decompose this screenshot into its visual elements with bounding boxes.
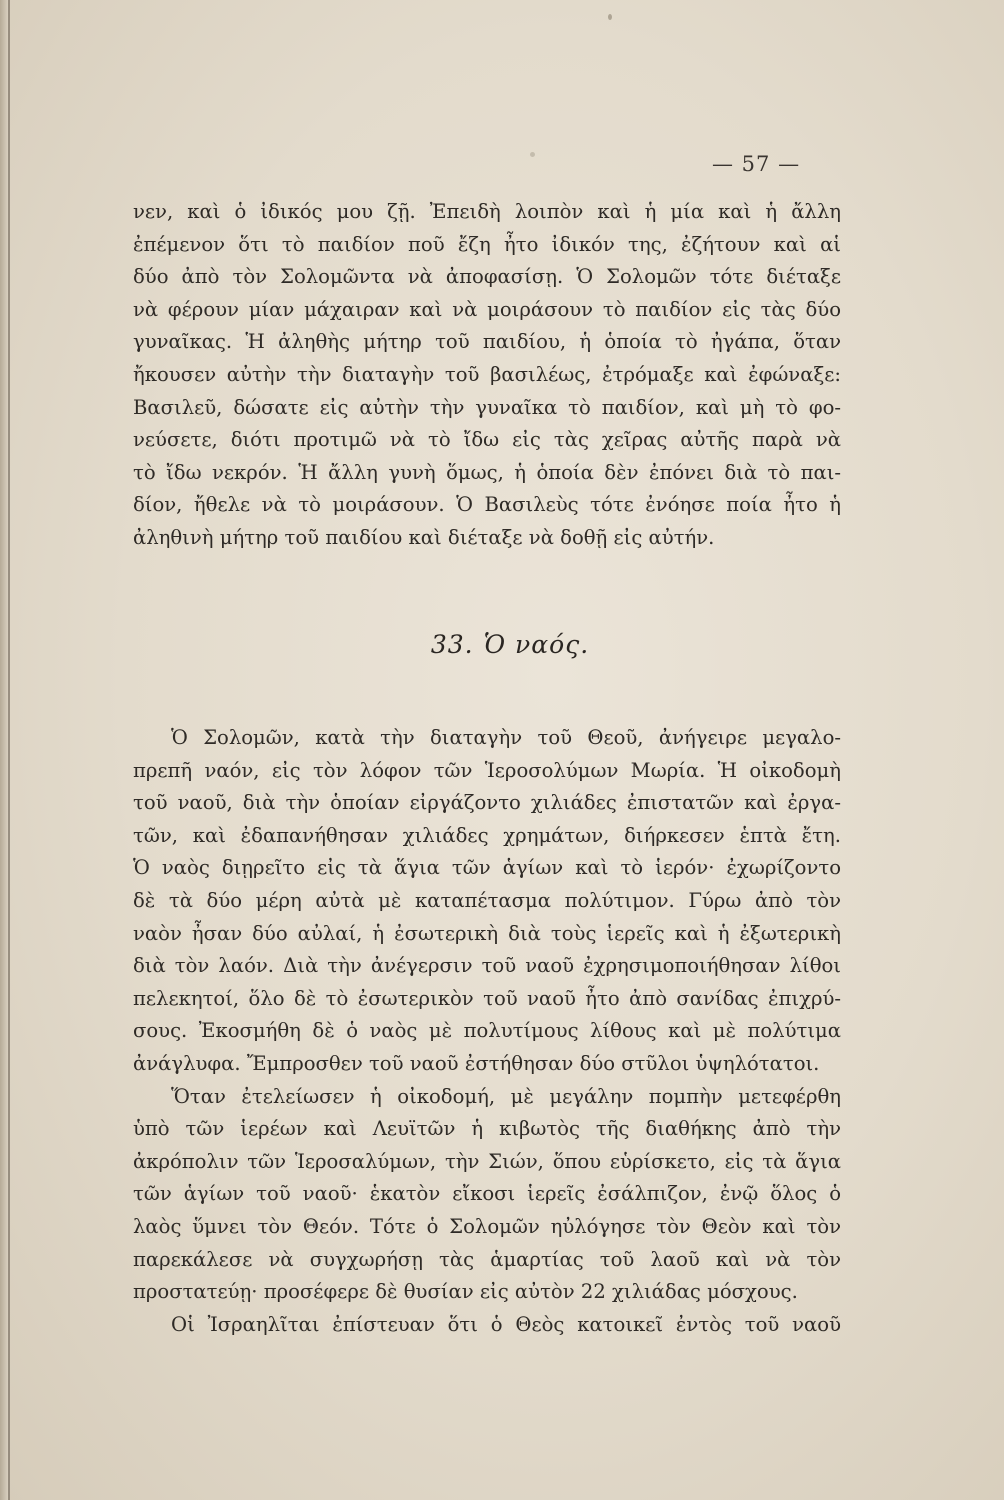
- text-line: Ὁ Σολομῶν, κατὰ τὴν διαταγὴν τοῦ Θεοῦ, ἀνήγειρε μεγαλο-: [171, 726, 841, 749]
- text-line: νὰ φέρουν μίαν μάχαιραν καὶ νὰ μοιράσουν τὸ παιδίον εἰς τὰς δύο: [133, 297, 841, 321]
- text-line: πελεκητοί, ὅλο δὲ τὸ ἐσωτερικὸν τοῦ ναοῦ ἦτο ἀπὸ σανίδας ἐπιχρύ-: [133, 986, 841, 1010]
- ink-speck: [608, 14, 612, 20]
- text-line: τοῦ ναοῦ, διὰ τὴν ὁποίαν εἰργάζοντο χιλιάδες ἐπιστατῶν καὶ ἐργα-: [133, 791, 841, 815]
- text-line: νεύσετε, διότι προτιμῶ νὰ τὸ ἴδω εἰς τὰς χεῖρας αὐτῆς παρὰ νὰ: [133, 428, 841, 452]
- text-line: δύο ἀπὸ τὸν Σολομῶντα νὰ ἀποφασίσῃ. Ὁ Σολομῶν τότε διέταξε: [133, 265, 841, 289]
- text-line: προστατεύῃ· προσέφερε δὲ θυσίαν εἰς αὐτὸν 22 χιλιάδας μόσχους.: [133, 1280, 798, 1304]
- text-line: πρεπῆ ναόν, εἰς τὸν λόφον τῶν Ἱεροσολύμων Μωρία. Ἡ οἰκοδομὴ: [133, 758, 841, 782]
- text-line: τῶν ἁγίων τοῦ ναοῦ· ἑκατὸν εἴκοσι ἱερεῖς ἐσάλπιζον, ἐνῷ ὅλος ὁ: [133, 1182, 841, 1206]
- text-line: διὰ τὸν λαόν. Διὰ τὴν ἀνέγερσιν τοῦ ναοῦ ἐχρησιμοποιήθησαν λίθοι: [133, 954, 841, 978]
- text-line: ὑπὸ τῶν ἱερέων καὶ Λευϊτῶν ἡ κιβωτὸς τῆς διαθήκης ἀπὸ τὴν: [133, 1117, 841, 1141]
- section-body: [133, 722, 841, 1341]
- text-line: σους. Ἐκοσμήθη δὲ ὁ ναὸς μὲ πολυτίμους λίθους καὶ μὲ πολύτιμα: [133, 1019, 841, 1043]
- text-line: ἀνάγλυφα. Ἔμπροσθεν τοῦ ναοῦ ἐστήθησαν δύο στῦλοι ὑψηλότατοι.: [133, 1051, 820, 1075]
- text-line: γυναῖκας. Ἡ ἀληθὴς μήτηρ τοῦ παιδίου, ἡ ὁποία τὸ ἠγάπα, ὅταν: [133, 330, 841, 354]
- text-line: ἀκρόπολιν τῶν Ἱεροσαλύμων, τὴν Σιών, ὅπου εὑρίσκετο, εἰς τὰ ἅγια: [133, 1149, 841, 1173]
- text-line: Βασιλεῦ, δώσατε εἰς αὐτὴν τὴν γυναῖκα τὸ παιδίον, καὶ μὴ τὸ φο-: [133, 395, 841, 419]
- text-line: τῶν, καὶ ἐδαπανήθησαν χιλιάδες χρημάτων, διήρκεσεν ἑπτὰ ἔτη.: [133, 823, 841, 847]
- ink-speck: [530, 152, 535, 157]
- text-line: ἀληθινὴ μήτηρ τοῦ παιδίου καὶ διέταξε νὰ δοθῇ εἰς αὐτήν.: [133, 525, 715, 549]
- text-line: παρεκάλεσε νὰ συγχωρήσῃ τὰς ἁμαρτίας τοῦ λαοῦ καὶ νὰ τὸν: [133, 1247, 841, 1271]
- text-line: λαὸς ὕμνει τὸν Θεόν. Τότε ὁ Σολομῶν ηὐλόγησε τὸν Θεὸν καὶ τὸν: [133, 1214, 841, 1238]
- text-line: τὸ ἴδω νεκρόν. Ἡ ἄλλη γυνὴ ὅμως, ἡ ὁποία δὲν ἐπόνει διὰ τὸ παι-: [133, 460, 841, 484]
- page-number: — 57 —: [712, 152, 801, 176]
- section-number: 33.: [430, 630, 474, 659]
- text-line: δὲ τὰ δύο μέρη αὐτὰ μὲ καταπέτασμα πολύτιμον. Γύρω ἀπὸ τὸν: [133, 888, 841, 912]
- text-line: Ὁ ναὸς διῃρεῖτο εἰς τὰ ἅγια τῶν ἁγίων καὶ τὸ ἱερόν· ἐχωρίζοντο: [133, 856, 841, 880]
- paragraph-continued: [133, 196, 841, 555]
- section-heading: [0, 630, 1004, 659]
- text-line: δίον, ἤθελε νὰ τὸ μοιράσουν. Ὁ Βασιλεὺς τότε ἐνόησε ποία ἦτο ἡ: [133, 493, 841, 517]
- text-line: ἤκουσεν αὐτὴν τὴν διαταγὴν τοῦ βασιλέως, ἐτρόμαξε καὶ ἐφώναξε:: [133, 362, 841, 386]
- text-line: νεν, καὶ ὁ ἰδικός μου ζῇ. Ἐπειδὴ λοιπὸν καὶ ἡ μία καὶ ἡ ἄλλη: [133, 200, 841, 223]
- spine-shadow: [0, 0, 8, 1500]
- text-line: Ὅταν ἐτελείωσεν ἡ οἰκοδομή, μὲ μεγάλην πομπὴν μετεφέρθη: [171, 1084, 841, 1108]
- spine-edge: [8, 0, 10, 1500]
- text-line: ἐπέμενον ὅτι τὸ παιδίον ποῦ ἔζη ἦτο ἰδικόν της, ἐζήτουν καὶ αἱ: [133, 232, 841, 256]
- text-line: ναὸν ἦσαν δύο αὐλαί, ἡ ἐσωτερικὴ διὰ τοὺς ἱερεῖς καὶ ἡ ἐξωτερικὴ: [133, 921, 841, 945]
- section-title: Ὁ ναός.: [483, 630, 590, 659]
- text-line: Οἱ Ἰσραηλῖται ἐπίστευαν ὅτι ὁ Θεὸς κατοικεῖ ἐντὸς τοῦ ναοῦ: [171, 1312, 841, 1336]
